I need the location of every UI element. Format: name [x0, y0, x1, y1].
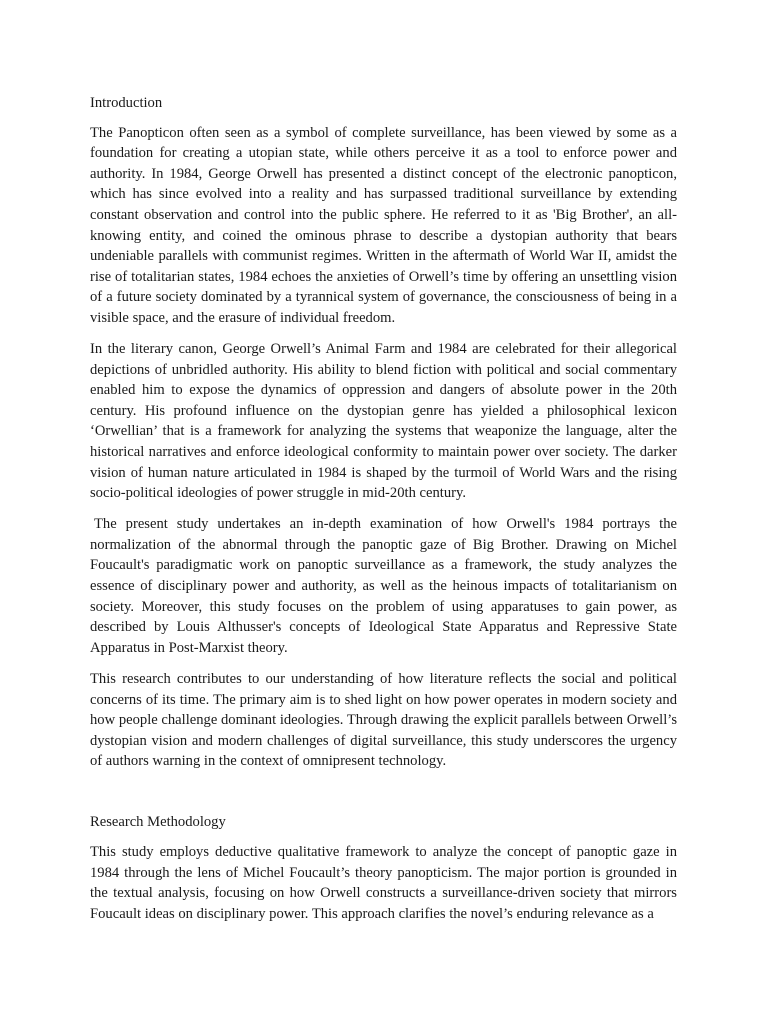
- paragraph: This research contributes to our understanding of how literature reflects the social and political concerns of its time. The primary aim is to shed light on how power operates in modern society and how people challenge dominant ideologies. Through drawing the explicit parallels between Orwell’s dystopian vision and modern challenges of digital surveillance, this study underscores the urgency of authors warning in the context of omnipresent technology.: [90, 670, 677, 770]
- section-spacer: [90, 782, 677, 812]
- section-heading-research-methodology: Research Methodology: [90, 814, 226, 831]
- document-body: [90, 93, 677, 935]
- paragraph: This study employs deductive qualitative framework to analyze the concept of panoptic gaze in 1984 through the lens of Michel Foucault’s theory panopticism. The major portion is grounded in the textual analysis, focusing on how Orwell constructs a surveillance-driven society that mirrors Foucault ideas on disciplinary power. This approach clarifies the novel’s enduring relevance as a: [90, 844, 677, 922]
- paragraph: In the literary canon, George Orwell’s Animal Farm and 1984 are celebrated for their allegorical depictions of unbridled authority. His ability to blend fiction with political and social commentary enabled him to expose the dynamics of oppression and dangers of absolute power in the 20th century. His profound influence on the dystopian genre has yielded a philosophical lexicon ‘Orwellian’ that is a framework for analyzing the systems that weaponize the language, alter the historical narratives and enforce ideological conformity to maintain power over society. The darker vision of human nature articulated in 1984 is shaped by the turmoil of World Wars and the rising socio-political ideologies of power struggle in mid-20th century.: [90, 341, 677, 502]
- paragraph: The Panopticon often seen as a symbol of complete surveillance, has been viewed by some as a foundation for creating a utopian state, while others perceive it as a tool to enforce power and authority. In 1984, George Orwell has presented a distinct concept of the electronic panopticon, which has since evolved into a reality and has surpassed traditional surveillance by extending constant observation and control into the public sphere. He referred to it as 'Big Brother', an all-knowing entity, and coined the ominous phrase to describe a dystopian authority that bears undeniable parallels with communist regimes. Written in the aftermath of World War II, amidst the rise of totalitarian states, 1984 echoes the anxieties of Orwell’s time by offering an unsettling vision of a future society dominated by a tyrannical system of governance, the consciousness of being in a visible space, and the erasure of individual freedom.: [90, 124, 677, 326]
- section-heading-introduction: Introduction: [90, 95, 163, 111]
- paragraph: The present study undertakes an in-depth examination of how Orwell's 1984 portrays the normalization of the abnormal through the panoptic gaze of Big Brother. Drawing on Michel Foucault's paradigmatic work on panoptic surveillance as a framework, the study analyzes the essence of disciplinary power and authority, as well as the heinous impacts of totalitarianism on society. Moreover, this study focuses on the problem of using apparatuses to gain power, as described by Louis Althusser's concepts of Ideological State Apparatus and Repressive State Apparatus in Post-Marxist theory.: [90, 516, 677, 656]
